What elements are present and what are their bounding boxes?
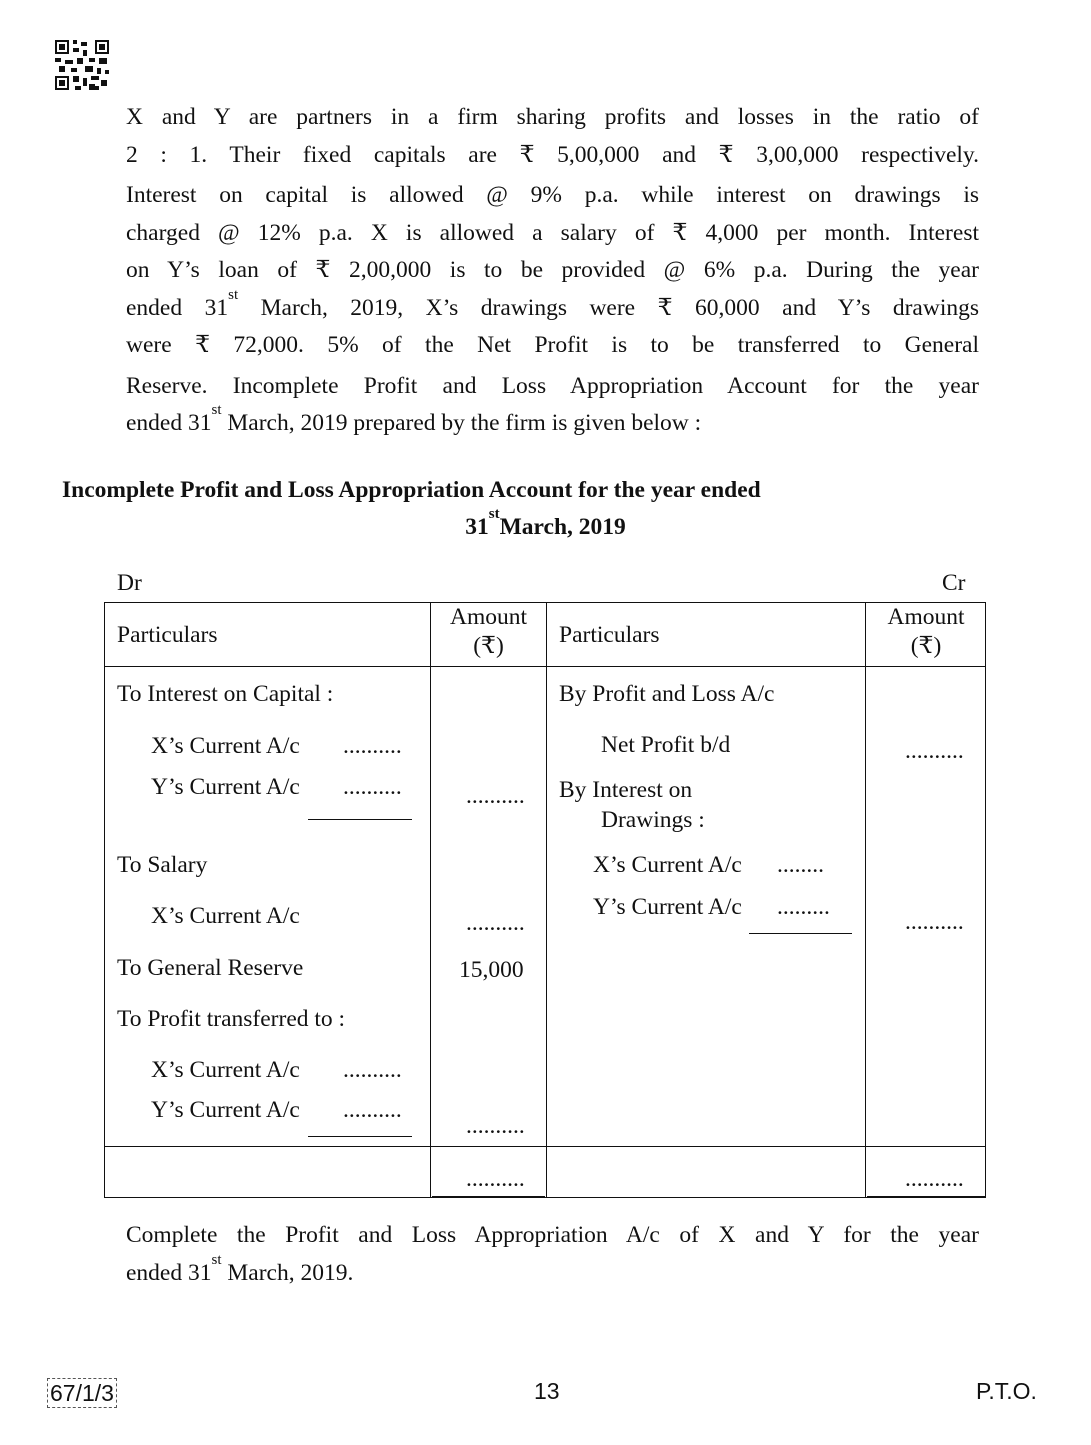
- debit-interest-y: Y’s Current A/c: [151, 774, 300, 800]
- debit-interest-x-blank: ..........: [343, 733, 402, 759]
- intro-line-6-pre: ended 31: [126, 294, 229, 321]
- credit-drawings-x-blank: ........: [777, 852, 824, 878]
- debit-salary-blank: ..........: [466, 910, 525, 936]
- debit-interest-x: X’s Current A/c: [151, 733, 300, 759]
- intro-line-3: Interest on capital is allowed @ 9% p.a. while interest on drawings is: [126, 182, 979, 208]
- intro-line-9-pre: ended 31: [126, 410, 212, 436]
- debit-general-reserve: To General Reserve: [117, 955, 304, 981]
- paper-code: 67/1/3: [47, 1378, 117, 1408]
- col-divider-3: [865, 603, 866, 1197]
- intro-line-7: were ₹ 72,000. 5% of the Net Profit is to be transferred to General: [126, 332, 979, 358]
- credit-drawings-x: X’s Current A/c: [593, 852, 742, 878]
- intro-line-2: 2 : 1. Their fixed capitals are ₹ 5,00,000 and ₹ 3,00,000 respectively.: [126, 141, 979, 168]
- pto-label: P.T.O.: [976, 1378, 1037, 1404]
- intro-line-6-sup: st: [228, 286, 239, 303]
- debit-profit-y: Y’s Current A/c: [151, 1097, 300, 1123]
- col-divider-1: [430, 603, 431, 1197]
- debit-interest-on-capital: To Interest on Capital :: [117, 681, 334, 707]
- account-title-line-2: [0, 506, 1091, 546]
- intro-line-1: X and Y are partners in a firm sharing profits and losses in the ratio of: [126, 104, 979, 130]
- dr-label: Dr: [117, 570, 142, 596]
- credit-drawings-total-blank: ..........: [905, 909, 964, 935]
- credit-net-profit: Net Profit b/d: [601, 732, 731, 758]
- credit-drawings-y: Y’s Current A/c: [593, 894, 742, 920]
- qr-code-icon: [55, 40, 109, 90]
- credit-total-double-underline: [867, 1196, 986, 1197]
- question-line-2-sup: st: [211, 1251, 222, 1268]
- intro-line-9: [126, 402, 979, 443]
- intro-line-6-post: March, 2019, X’s drawings were ₹ 60,000 and Y’s drawings: [238, 294, 979, 321]
- credit-net-profit-blank: ..........: [905, 738, 964, 764]
- intro-line-8: Reserve. Incomplete Profit and Loss Appropriation Account for the year: [126, 372, 979, 399]
- credit-amount-header: [866, 603, 986, 661]
- intro-line-9-sup: st: [211, 402, 222, 418]
- debit-amount-header: [431, 603, 546, 661]
- title-line-2-post: March, 2019: [499, 514, 626, 540]
- debit-particulars-header: Particulars: [117, 622, 218, 648]
- debit-amount-header-unit: (₹): [473, 633, 504, 659]
- title-line-2-pre: 31: [465, 514, 489, 540]
- page-number: 13: [534, 1378, 560, 1404]
- intro-paragraph: [126, 99, 979, 443]
- debit-profit-total-blank: ..........: [466, 1113, 525, 1139]
- header-divider: [105, 666, 985, 667]
- debit-profit-x: X’s Current A/c: [151, 1057, 300, 1083]
- col-divider-2: [546, 603, 547, 1197]
- debit-interest-y-blank: ..........: [343, 774, 402, 800]
- appropriation-account-table: [104, 602, 986, 1198]
- credit-drawings-underline: [749, 933, 852, 934]
- credit-particulars-header: Particulars: [559, 622, 660, 648]
- credit-interest-drawings-1: By Interest on: [559, 777, 693, 803]
- credit-amount-header-unit: (₹): [910, 633, 942, 659]
- credit-interest-drawings-2: Drawings :: [601, 807, 705, 833]
- debit-salary-x: X’s Current A/c: [151, 903, 300, 929]
- question-line-2-post: March, 2019.: [221, 1259, 354, 1286]
- question-line-2-pre: ended 31: [126, 1259, 212, 1286]
- total-divider: [105, 1146, 985, 1147]
- credit-drawings-y-blank: .........: [777, 894, 830, 920]
- intro-line-4: charged @ 12% p.a. X is allowed a salary of ₹ 4,000 per month. Interest: [126, 219, 979, 246]
- debit-interest-underline: [308, 819, 412, 820]
- debit-total-blank: ..........: [466, 1166, 525, 1192]
- debit-total-double-underline: [432, 1196, 545, 1197]
- debit-salary: To Salary: [117, 852, 208, 878]
- debit-profit-transferred: To Profit transferred to :: [117, 1006, 346, 1032]
- debit-interest-total-blank: ..........: [466, 783, 525, 809]
- intro-line-5: on Y’s loan of ₹ 2,00,000 is to be provided @ 6% p.a. During the year: [126, 257, 979, 283]
- intro-line-9-post: March, 2019 prepared by the firm is given below :: [221, 410, 702, 436]
- title-line-2-sup: st: [488, 506, 500, 522]
- account-title-line-1: Incomplete Profit and Loss Appropriation Account for the year ended: [62, 477, 761, 503]
- intro-line-6: [126, 286, 979, 328]
- credit-profit-loss: By Profit and Loss A/c: [559, 681, 775, 707]
- debit-general-reserve-amount: 15,000: [459, 957, 524, 983]
- question-line-2: [126, 1251, 979, 1293]
- credit-amount-header-label: Amount: [887, 604, 965, 630]
- cr-label: Cr: [942, 570, 966, 596]
- question-paragraph: [126, 1217, 979, 1292]
- debit-profit-y-blank: ..........: [343, 1097, 402, 1123]
- debit-amount-header-label: Amount: [449, 604, 528, 630]
- credit-total-blank: ..........: [905, 1166, 964, 1192]
- debit-profit-underline: [308, 1136, 412, 1137]
- question-line-1: Complete the Profit and Loss Appropriation A/c of X and Y for the year: [126, 1222, 979, 1248]
- debit-profit-x-blank: ..........: [343, 1057, 402, 1083]
